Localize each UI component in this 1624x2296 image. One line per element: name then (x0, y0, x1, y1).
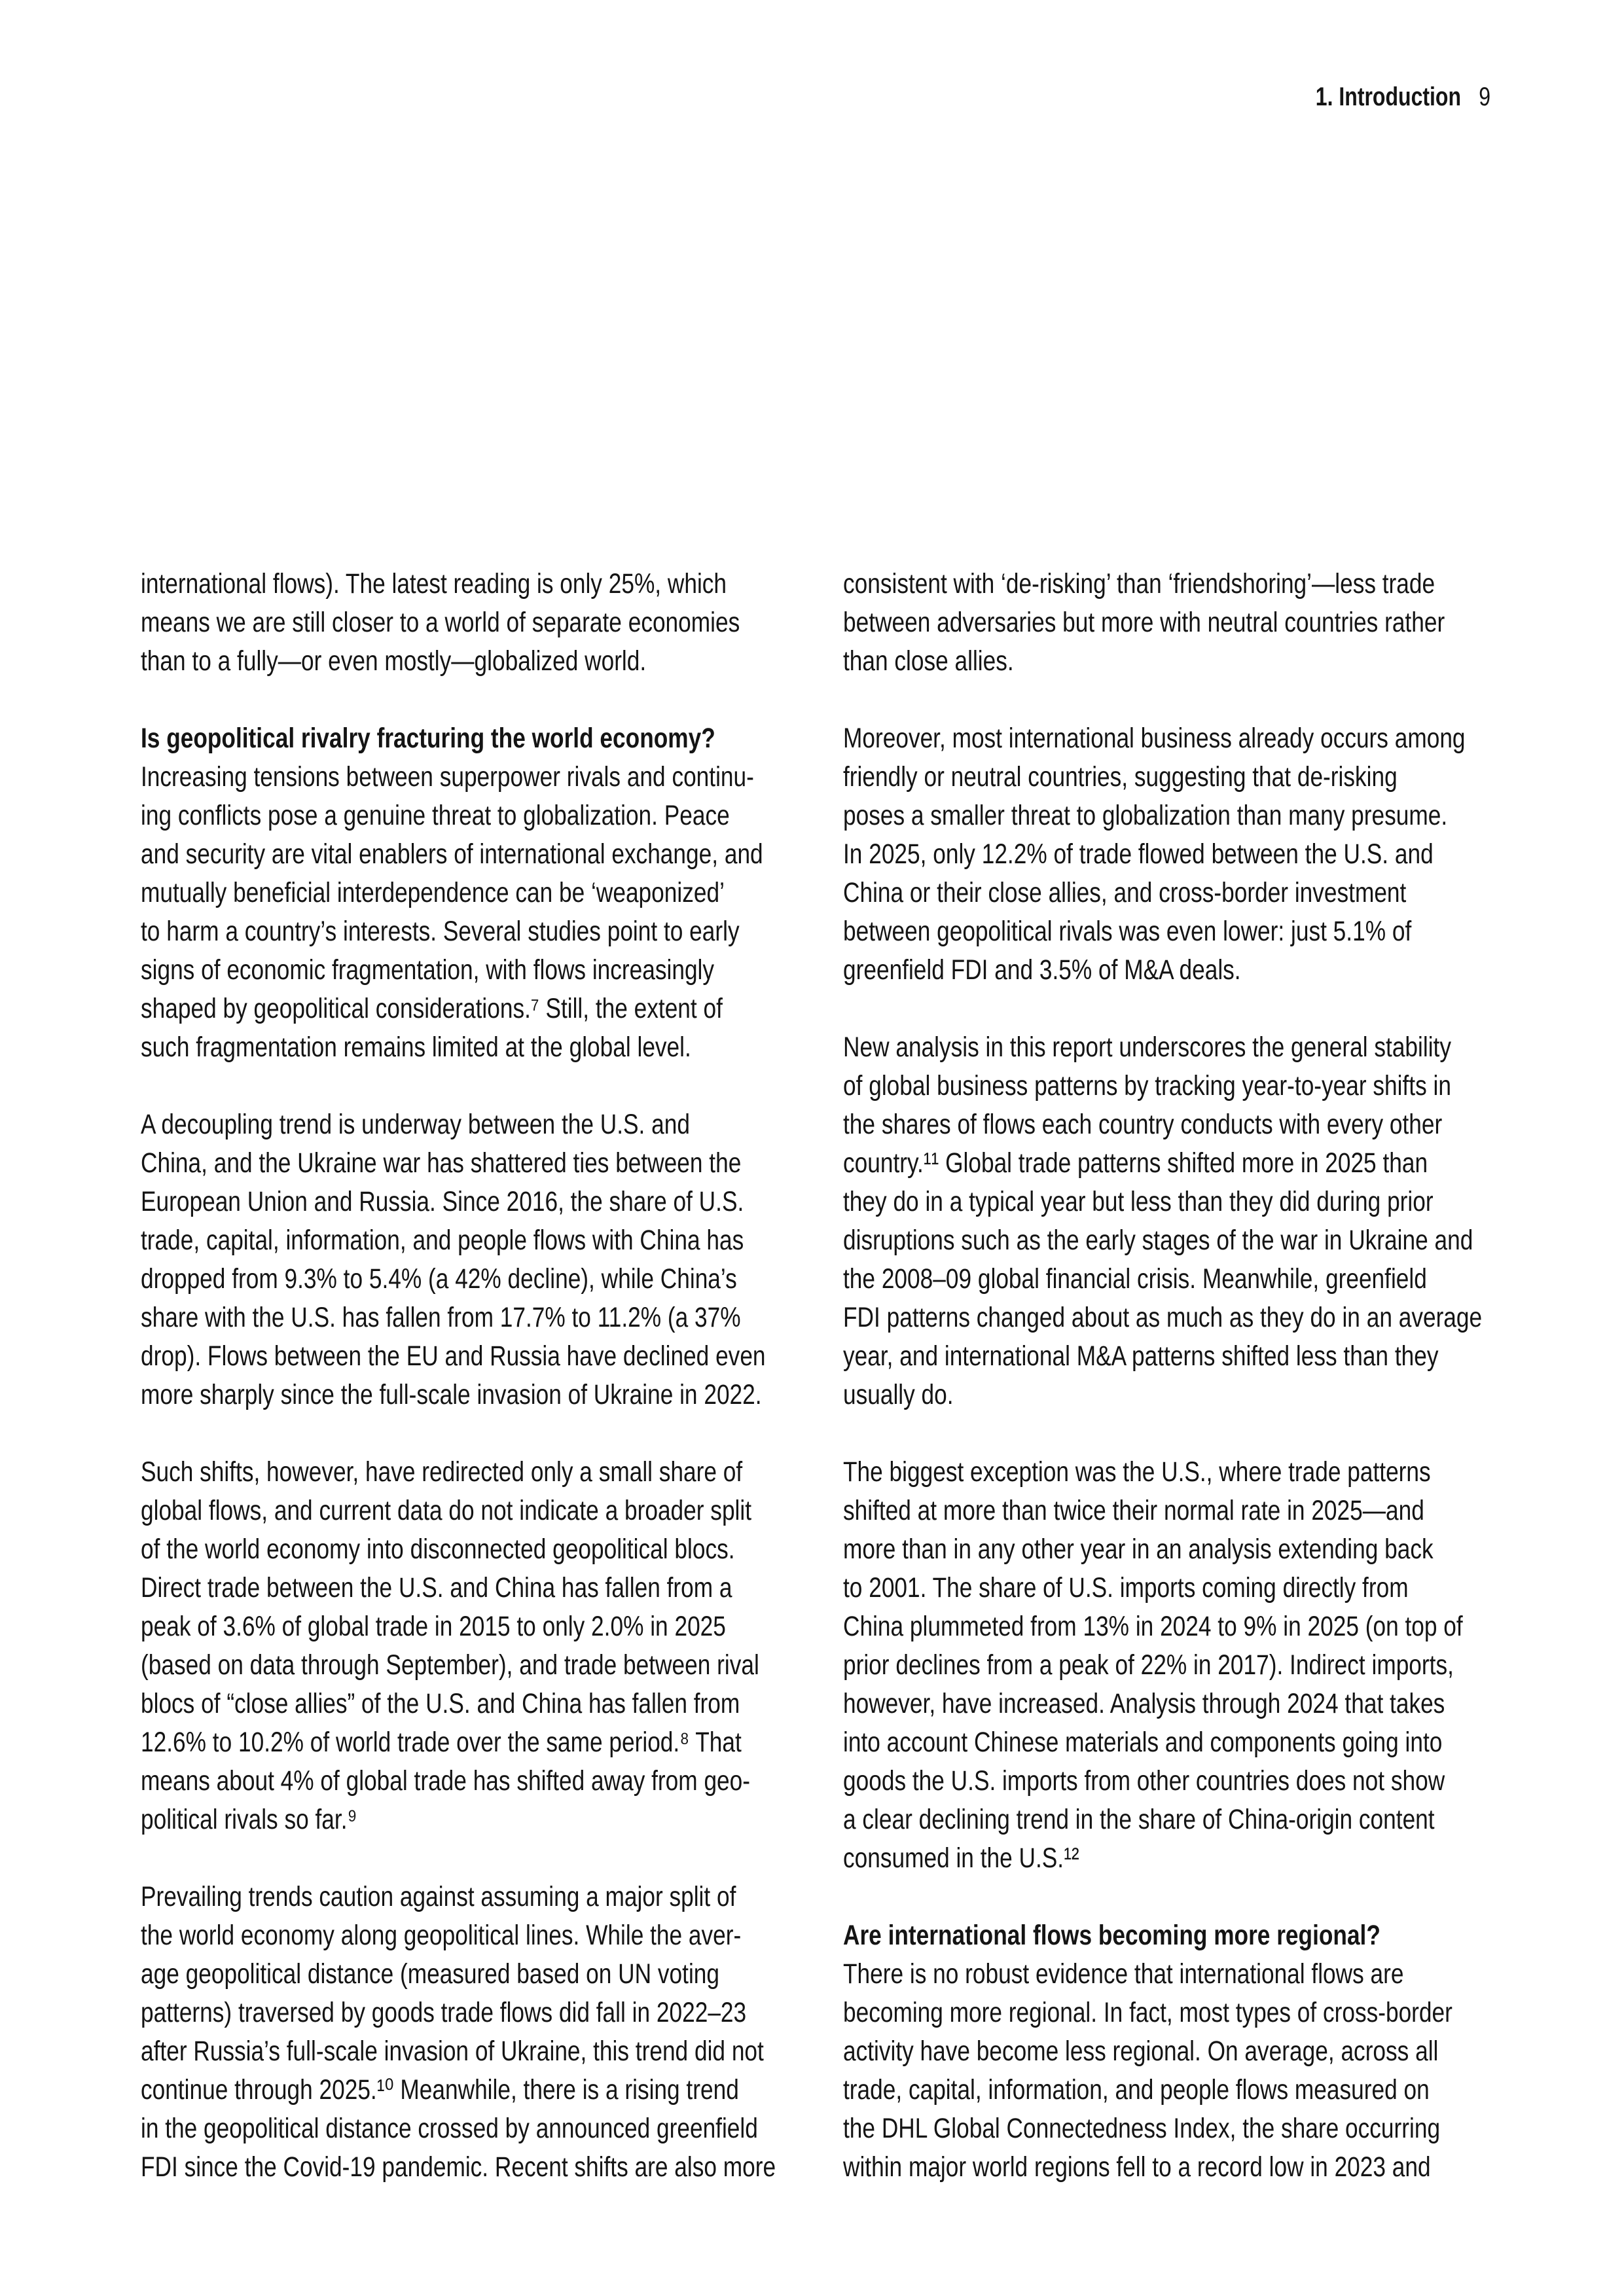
heading-line: Is geopolitical rivalry fracturing the world economy? (141, 723, 715, 754)
text-column-left (141, 565, 887, 2225)
text-line: means about 4% of global trade has shifted away from geo- (141, 1765, 751, 1797)
text-line: Moreover, most international business already occurs among (843, 723, 1466, 754)
text-line: trade, capital, information, and people flows measured on (843, 2074, 1430, 2106)
text-line: into account Chinese materials and components going into (843, 1727, 1443, 1758)
text-line: China or their close allies, and cross-border investment (843, 877, 1407, 908)
text-line: goods the U.S. imports from other countries does not show (843, 1765, 1445, 1797)
text-line: age geopolitical distance (measured based on UN voting (141, 1958, 719, 1990)
text-line: continue through 2025.¹⁰ Meanwhile, there is a rising trend (141, 2074, 739, 2106)
text-line: There is no robust evidence that international flows are (843, 1958, 1404, 1990)
paragraph (843, 719, 1589, 990)
paragraph (843, 1453, 1589, 1878)
text-line: China, and the Ukraine war has shattered ties between the (141, 1147, 742, 1179)
text-line: trade, capital, information, and people flows with China has (141, 1225, 744, 1256)
text-line: greenfield FDI and 3.5% of M&A deals. (843, 954, 1241, 986)
paragraph (843, 1955, 1589, 2187)
section-heading (141, 719, 887, 758)
text-line: signs of economic fragmentation, with flows increasingly (141, 954, 715, 986)
text-line: between geopolitical rivals was even lower: just 5.1% of (843, 916, 1412, 947)
text-line: China plummeted from 13% in 2024 to 9% in 2025 (on top of (843, 1611, 1463, 1642)
text-line: blocs of “close allies” of the U.S. and China has fallen from (141, 1688, 740, 1719)
paragraph (141, 1105, 887, 1414)
text-line: dropped from 9.3% to 5.4% (a 42% decline), while China’s (141, 1263, 737, 1295)
text-line: between adversaries but more with neutral countries rather (843, 607, 1445, 638)
paragraph (141, 565, 887, 681)
text-line: activity have become less regional. On average, across all (843, 2036, 1439, 2067)
text-line: a clear declining trend in the share of China-origin content (843, 1804, 1435, 1835)
text-line: ing conflicts pose a genuine threat to globalization. Peace (141, 800, 730, 831)
text-line: consumed in the U.S.¹² (843, 1842, 1079, 1874)
paragraph (843, 565, 1589, 681)
text-line: than close allies. (843, 645, 1014, 677)
text-line: political rivals so far.⁹ (141, 1804, 357, 1835)
text-line: country.¹¹ Global trade patterns shifted more in 2025 than (843, 1147, 1428, 1179)
text-line: disruptions such as the early stages of the war in Ukraine and (843, 1225, 1473, 1256)
header-section-title: 1. Introduction (1315, 82, 1461, 111)
text-line: shaped by geopolitical considerations.⁷ Still, the extent of (141, 993, 723, 1024)
text-line: the 2008–09 global financial crisis. Meanwhile, greenfield (843, 1263, 1427, 1295)
text-line: friendly or neutral countries, suggesting that de-risking (843, 761, 1398, 793)
text-line: mutually beneficial interdependence can be ‘weaponized’ (141, 877, 725, 908)
text-line: more sharply since the full-scale invasion of Ukraine in 2022. (141, 1379, 762, 1410)
text-line: becoming more regional. In fact, most types of cross-border (843, 1997, 1453, 2028)
text-line: prior declines from a peak of 22% in 2017). Indirect imports, (843, 1649, 1454, 1681)
text-line: in the geopolitical distance crossed by announced greenfield (141, 2113, 758, 2144)
text-line: drop). Flows between the EU and Russia have declined even (141, 1340, 766, 1372)
text-line: Such shifts, however, have redirected only a small share of (141, 1456, 743, 1488)
text-line: patterns) traversed by goods trade flows did fall in 2022–23 (141, 1997, 747, 2028)
text-line: of global business patterns by tracking year-to-year shifts in (843, 1070, 1451, 1102)
text-line: poses a smaller threat to globalization than many presume. (843, 800, 1448, 831)
text-line: and security are vital enablers of international exchange, and (141, 838, 763, 870)
text-line: the shares of flows each country conducts with every other (843, 1109, 1443, 1140)
text-line: New analysis in this report underscores the general stability (843, 1031, 1451, 1063)
text-line: In 2025, only 12.2% of trade flowed between the U.S. and (843, 838, 1434, 870)
text-line: shifted at more than twice their normal rate in 2025—and (843, 1495, 1424, 1526)
text-line: European Union and Russia. Since 2016, the share of U.S. (141, 1186, 744, 1217)
text-line: within major world regions fell to a record low in 2023 and (843, 2151, 1431, 2183)
header-page-number: 9 (1479, 82, 1490, 111)
text-line: than to a fully—or even mostly—globalized world. (141, 645, 647, 677)
text-line: 12.6% to 10.2% of world trade over the same period.⁸ That (141, 1727, 742, 1758)
running-header (1316, 84, 1490, 110)
text-line: more than in any other year in an analysis extending back (843, 1534, 1434, 1565)
text-line: to 2001. The share of U.S. imports coming directly from (843, 1572, 1409, 1604)
text-line: the world economy along geopolitical lines. While the aver- (141, 1920, 742, 1951)
paragraph (141, 1878, 887, 2187)
text-line: share with the U.S. has fallen from 17.7% to 11.2% (a 37% (141, 1302, 741, 1333)
text-line: FDI patterns changed about as much as they do in an average (843, 1302, 1483, 1333)
paragraph (141, 1453, 887, 1839)
text-column-right (843, 565, 1589, 2225)
text-line: FDI since the Covid-19 pandemic. Recent shifts are also more (141, 2151, 776, 2183)
text-line: usually do. (843, 1379, 954, 1410)
heading-line: Are international flows becoming more regional? (843, 1920, 1380, 1951)
text-line: consistent with ‘de-risking’ than ‘friendshoring’—less trade (843, 568, 1435, 600)
text-line: the DHL Global Connectedness Index, the share occurring (843, 2113, 1441, 2144)
text-line: year, and international M&A patterns shifted less than they (843, 1340, 1439, 1372)
text-line: after Russia’s full-scale invasion of Ukraine, this trend did not (141, 2036, 764, 2067)
text-line: (based on data through September), and trade between rival (141, 1649, 759, 1681)
text-line: such fragmentation remains limited at the global level. (141, 1031, 691, 1063)
text-line: however, have increased. Analysis through 2024 that takes (843, 1688, 1445, 1719)
text-line: global flows, and current data do not indicate a broader split (141, 1495, 752, 1526)
text-line: means we are still closer to a world of separate economies (141, 607, 740, 638)
text-line: peak of 3.6% of global trade in 2015 to only 2.0% in 2025 (141, 1611, 726, 1642)
text-line: of the world economy into disconnected geopolitical blocs. (141, 1534, 735, 1565)
paragraph (141, 758, 887, 1067)
text-line: A decoupling trend is underway between the U.S. and (141, 1109, 690, 1140)
section-heading (843, 1916, 1589, 1955)
text-line: to harm a country’s interests. Several studies point to early (141, 916, 740, 947)
paragraph (843, 1028, 1589, 1414)
text-line: Prevailing trends caution against assuming a major split of (141, 1881, 736, 1912)
text-line: international flows). The latest reading is only 25%, which (141, 568, 727, 600)
text-line: The biggest exception was the U.S., where trade patterns (843, 1456, 1431, 1488)
text-line: Increasing tensions between superpower rivals and continu- (141, 761, 754, 793)
text-line: they do in a typical year but less than they did during prior (843, 1186, 1434, 1217)
text-line: Direct trade between the U.S. and China has fallen from a (141, 1572, 732, 1604)
